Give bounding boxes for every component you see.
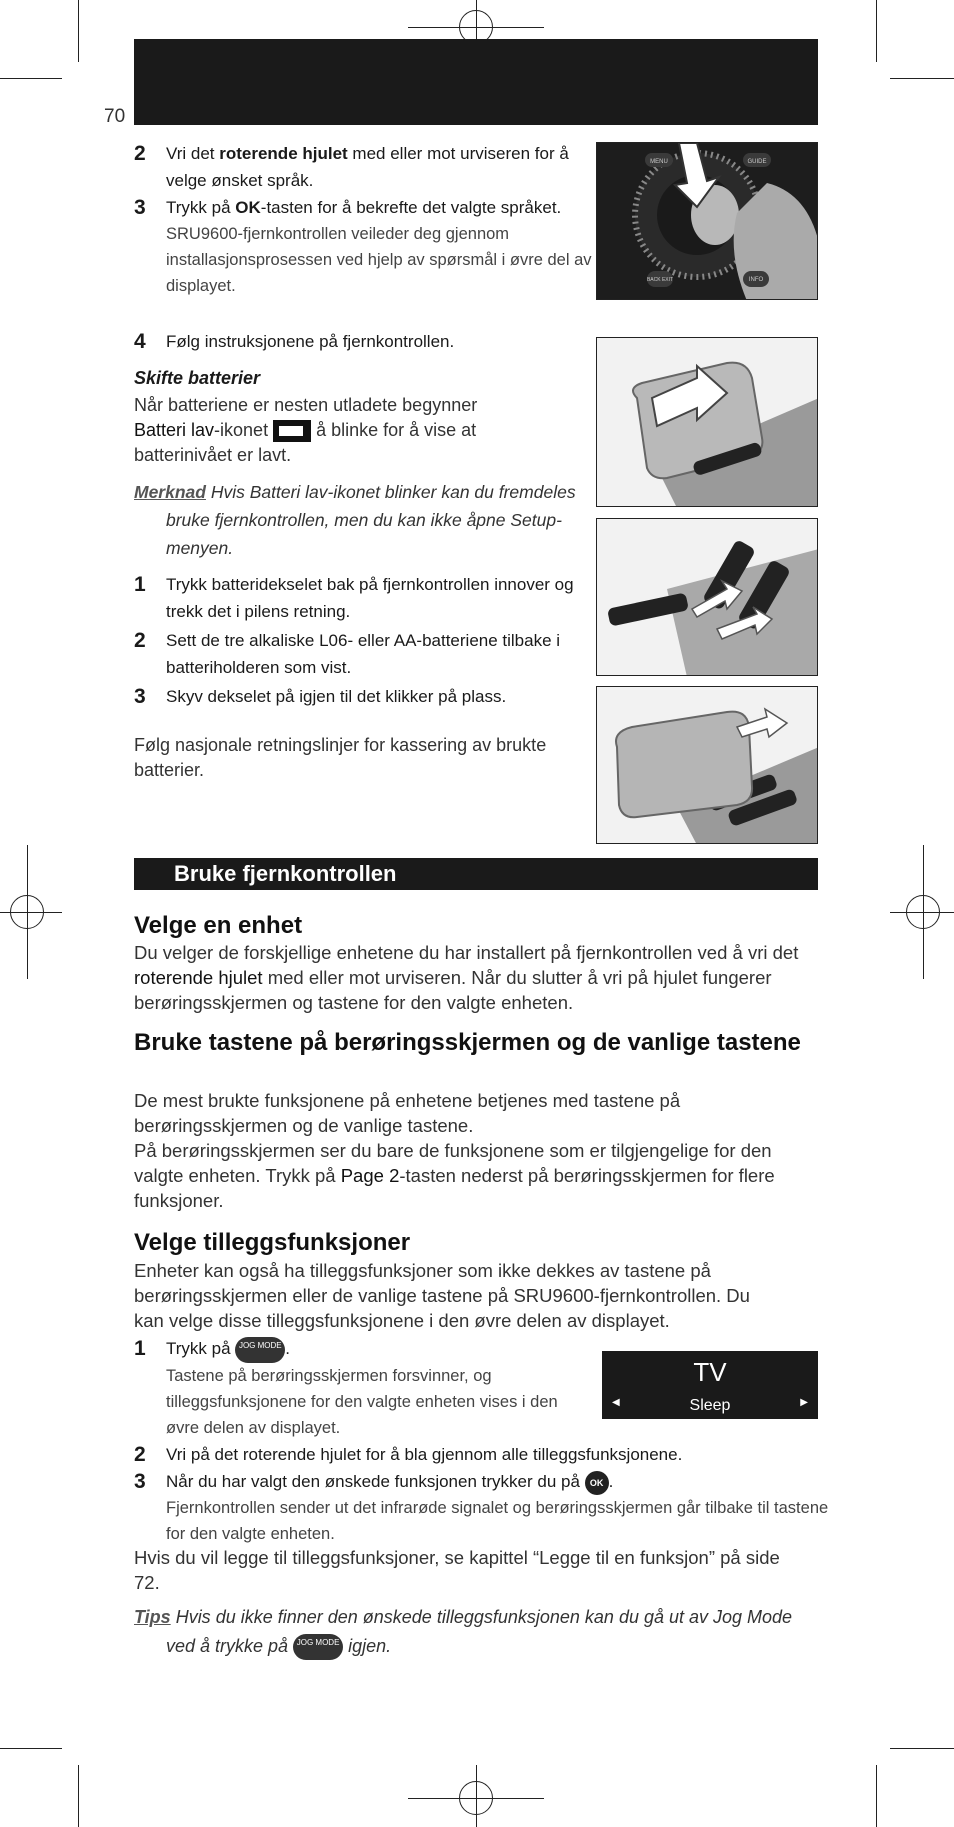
heading-velge-enhet: Velge en enhet [134,912,303,939]
step-text: Trykk på [166,198,236,217]
figure-rotary-wheel [596,142,818,300]
heading-tillegg: Velge tilleggsfunksjoner [134,1229,411,1256]
section-title-bar: Bruke fjernkontrollen [134,858,818,890]
figure-battery-cover-open [596,337,818,507]
step-text: -tasten for å bekrefte det valgte språket. [260,198,562,217]
left-arrow-icon: ◀ [612,1397,620,1408]
crop-mark [876,1765,877,1827]
step-number: 3 [134,196,146,219]
battery-low-icon [273,420,311,442]
step-sub-text: SRU9600-fjernkontrollen veileder deg gjennom installasjonsprosessen ved hjelp av spørsmål i øvre del av displayet. [166,225,592,295]
note-text: Hvis Batteri lav-ikonet blinker kan du fremdeles bruke fjernkontrollen, men du kan ikke åpne Setup-menyen. [166,482,576,558]
battery-low-label: Batteri lav [134,420,215,440]
jog-mode-button-icon: JOG MODE [235,1337,285,1363]
note-label: Merknad [134,482,206,502]
remote-back-label: BACK EXIT [646,277,674,283]
figure-battery-cover-close [596,686,818,844]
battery-note [134,478,594,562]
step-number: 2 [134,142,146,165]
heading-bruke-tastene: Bruke tastene på berøringsskjermen og de vanlige tastene [134,1029,801,1056]
jog-mode-button-icon: JOG MODE [293,1634,343,1660]
crop-mark [890,78,954,79]
crop-mark [890,1748,954,1749]
step-text: med eller mot urviseren for å velge ønsket språk. [166,144,569,190]
tv-display-preview [602,1351,818,1419]
battery-paragraph: Når batteriene er nesten utladete begynner Batteri lav-ikonet å blinke for å vise at batterinivået er lavt. [134,395,478,465]
paragraph-tillegg: Enheter kan også ha tilleggsfunksjoner som ikke dekkes av tastene på berøringsskjermen eller de vanlige tastene på SRU9600-fjernkontrollen. Du kan velge disse tilleggsfunksjonene i den øvre delen av displayet. [134,1260,750,1331]
step-number: 4 [134,330,146,353]
ok-button-icon: OK [585,1471,609,1495]
tv-display-item: Sleep [689,1397,731,1414]
crop-mark [78,0,79,62]
crop-mark [876,0,877,62]
step-bold: OK [235,198,261,217]
paragraph-velge-enhet: Du velger de forskjellige enhetene du har installert på fjernkontrollen ved å vri det roterende hjulet med eller mot urviseren. Når du slutter å vri på hjulet fungerer berøringsskjermen og tastene for den valgte enheten. [134,942,799,1013]
paragraph-bruke-tastene-1: De mest brukte funksjonene på enhetene betjenes med tastene på berøringsskjermen og de vanlige tastene. [134,1090,681,1136]
remote-menu-label: MENU [650,159,668,165]
figure-battery-insert [596,518,818,676]
tips-label: Tips [134,1607,171,1627]
step-text: Følg instruksjonene på fjernkontrollen. [166,332,455,351]
paragraph-tillegg-end: Hvis du vil legge til tilleggsfunksjoner, se kapittel “Legge til en funksjon” på side 72. [134,1547,780,1593]
battery-heading: Skifte batterier [134,368,261,388]
tv-display-title: TV [693,1357,727,1387]
remote-info-label: INFO [748,277,764,283]
remote-guide-label: GUIDE [747,159,767,165]
crop-mark [0,78,62,79]
battery-disposal-text: Følg nasjonale retningslinjer for kassering av brukte batterier. [134,735,547,780]
paragraph-bruke-tastene-2: På berøringsskjermen ser du bare de funksjonene som er tilgjengelige for den valgte enheten. Trykk på Page 2-tasten nederst på berøringsskjermen for flere funksjoner. [134,1140,775,1211]
tips-note: Tips Hvis du ikke finner den ønskede tilleggsfunksjonen kan du gå ut av Jog Mode ved å trykke på JOG MODE igjen. [134,1603,814,1661]
page-header-bar [134,39,818,125]
step-text: Vri det [166,144,220,163]
right-arrow-icon: ▶ [800,1397,808,1408]
crop-mark [78,1765,79,1827]
page-number: 70 [104,106,126,127]
step-bold: roterende hjulet [219,144,348,163]
crop-mark [0,1748,62,1749]
